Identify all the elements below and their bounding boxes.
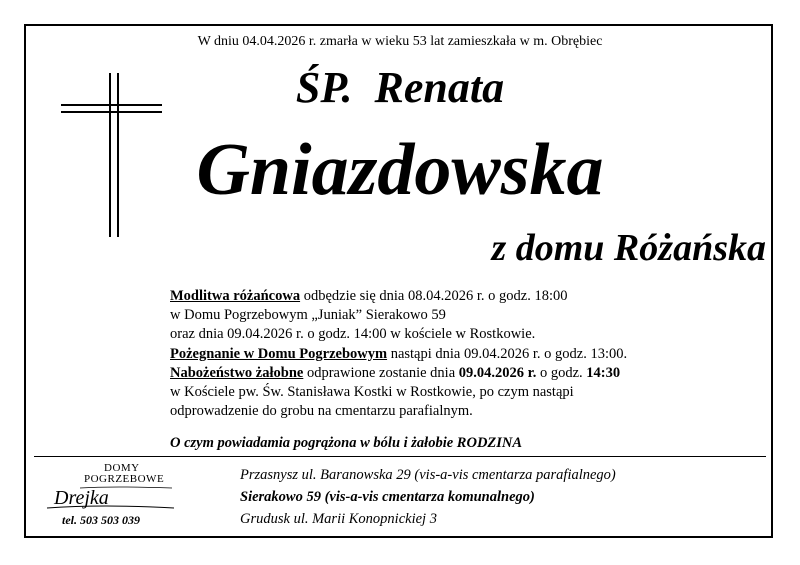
farewell-text: nastąpi dnia 09.04.2026 r. o godz. 13:00. — [387, 345, 628, 362]
funeral-home-addresses — [240, 464, 616, 530]
address-line: Grudusk ul. Marii Konopnickiej 3 — [240, 511, 437, 527]
address-line: Sierakowo 59 (vis-a-vis cmentarza komunalnego) — [240, 489, 535, 505]
rosary-text: odbędzie się dnia 08.04.2026 r. o godz. 18:00 — [300, 288, 568, 304]
rosary-line — [170, 287, 627, 306]
rosary-place: w Domu Pogrzebowym „Juniak” Sierakowo 59 — [170, 307, 446, 324]
farewell-label: Pożegnanie w Domu Pogrzebowym — [170, 345, 388, 362]
mass-text: odprawione zostanie dnia — [303, 364, 459, 381]
death-announcement: W dniu 04.04.2026 r. zmarła w wieku 53 lat zamieszkała w m. Obrębiec — [197, 34, 603, 49]
logo-phone: tel. 503 503 039 — [62, 513, 140, 527]
rosary-label: Modlitwa różańcowa — [170, 288, 301, 304]
maiden-name: z domu Różańska — [491, 227, 766, 269]
mass-text: o godz. — [536, 364, 587, 381]
logo-underline-icon — [42, 482, 182, 514]
deceased-surname: Gniazdowska — [196, 129, 604, 211]
mass-line — [170, 364, 627, 383]
burial-line: odprowadzenie do grobu na cmentarzu parafialnym. — [170, 403, 473, 420]
mass-place: w Kościele pw. Św. Stanisława Kostki w Rostkowie, po czym nastąpi — [170, 384, 574, 401]
rosary-second: oraz dnia 09.04.2026 r. o godz. 14:00 w kościele w Rostkowie. — [170, 326, 536, 343]
mass-date: 09.04.2026 r. — [458, 364, 537, 381]
deceased-first-name: ŚP. Renata — [295, 63, 505, 112]
ceremony-details — [170, 287, 627, 421]
logo-line2: POGRZEBOWE — [84, 473, 165, 485]
family-note: O czym powiadamia pogrążona w bólu i żałobie RODZINA — [170, 435, 523, 451]
mass-time: 14:30 — [586, 364, 621, 381]
logo-line1: DOMY — [104, 462, 140, 474]
logo-signature: Drejka — [54, 487, 109, 509]
mass-label: Nabożeństwo żałobne — [170, 364, 304, 381]
address-line: Przasnysz ul. Baranowska 29 (vis-a-vis cmentarza parafialnego) — [240, 467, 616, 483]
funeral-home-logo — [42, 462, 182, 532]
farewell-line — [170, 345, 627, 364]
divider — [34, 456, 766, 457]
